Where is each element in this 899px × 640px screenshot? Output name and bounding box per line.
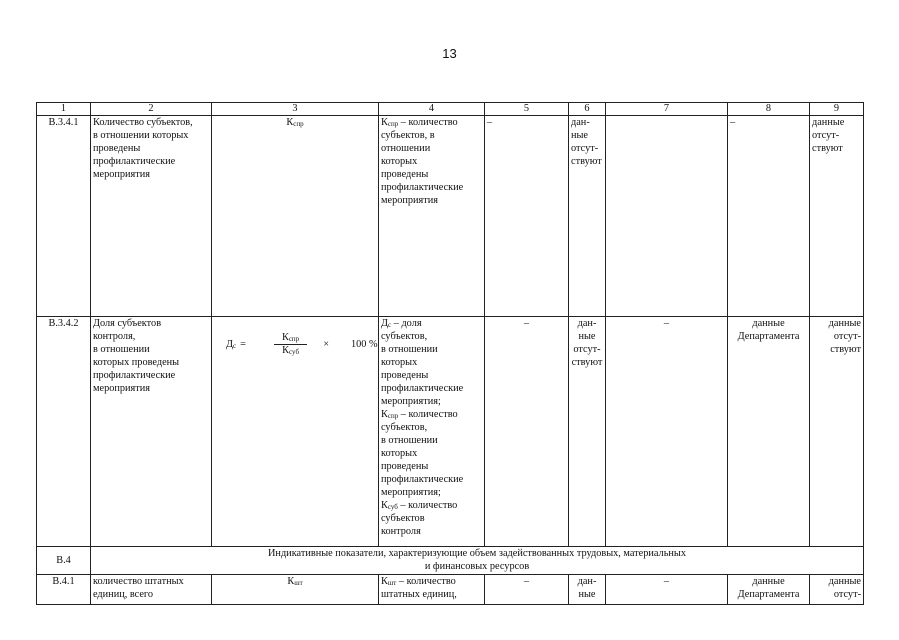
formula-subscript: шт <box>294 579 303 587</box>
description-symbol: К <box>381 117 388 128</box>
table-row <box>37 575 864 605</box>
section-code: В.4 <box>37 547 91 575</box>
formula-description: $Д_с$ – доля субъектов, в отношении которых проведены профилактические мероприятия; $К_{спр}$ – количество субъектов, в отношении которых проведены профилактические мероприятия; $К_{суб}$ – количество субъектов контроля <box>379 317 485 547</box>
description-subscript: спр <box>387 120 399 128</box>
indicator-code: В.4.1 <box>37 575 91 605</box>
cell-col9: данные отсут- <box>810 575 864 605</box>
indicators-table <box>36 102 864 605</box>
formula-times: × <box>323 339 329 350</box>
indicator-formula <box>212 116 379 317</box>
cell-col5: – <box>485 116 569 317</box>
cell-col8: данные Департамента <box>728 317 810 547</box>
cell-col5: – <box>485 575 569 605</box>
column-number: 4 <box>379 103 485 116</box>
page-number: 13 <box>442 46 457 61</box>
formula-subscript: спр <box>293 120 304 128</box>
cell-col8: – <box>728 116 810 317</box>
formula-symbol: К <box>286 117 294 128</box>
section-row <box>37 547 864 575</box>
cell-col7: – <box>606 575 728 605</box>
formula-description: $К_{шт}$ – количество штатных единиц, <box>379 575 485 605</box>
indicator-code: В.3.4.1 <box>37 116 91 317</box>
column-number: 1 <box>37 103 91 116</box>
description-text: – количество субъектов, в отношении которых проведены профилактические мероприятия; <box>381 409 464 498</box>
fraction-numerator: $К_{спр}$ <box>274 332 307 345</box>
indicator-name: Количество субъектов, в отношении которых проведены профилактические мероприятия <box>91 116 212 317</box>
description-text: – доля субъектов, в отношении которых проведены профилактические мероприятия; <box>381 318 464 407</box>
indicator-name: количество штатных единиц, всего <box>91 575 212 605</box>
indicator-formula <box>212 575 379 605</box>
column-number: 9 <box>810 103 864 116</box>
indicator-formula <box>212 317 379 547</box>
indicator-code: В.3.4.2 <box>37 317 91 547</box>
formula-percent: 100 % <box>351 339 378 350</box>
column-number: 8 <box>728 103 810 116</box>
cell-col7: – <box>606 317 728 547</box>
cell-col9: данные отсут- ствуют <box>810 116 864 317</box>
column-number: 2 <box>91 103 212 116</box>
cell-col5: – <box>485 317 569 547</box>
cell-col8: данные Департамента <box>728 575 810 605</box>
description-text: – количество штатных единиц, <box>381 576 457 600</box>
description-text: – количество субъектов контроля <box>381 500 458 537</box>
formula-description <box>379 116 485 317</box>
table-row <box>37 317 864 547</box>
section-title: Индикативные показатели, характеризующие объем задействованных трудовых, материальных и финансовых ресурсов <box>91 547 864 575</box>
column-number: 5 <box>485 103 569 116</box>
cell-col7 <box>606 116 728 317</box>
column-number-row <box>37 103 864 116</box>
formula-fraction <box>274 332 307 357</box>
cell-col6: дан- ные отсут- ствуют <box>569 116 606 317</box>
formula-symbol: К <box>287 576 295 587</box>
cell-col6: дан- ные <box>569 575 606 605</box>
description-text: – количество субъектов, в отношении которых проведены профилактические мероприятия <box>381 117 464 206</box>
formula-equals: = <box>240 339 246 350</box>
formula-lhs: $Д_с$ <box>226 339 237 350</box>
formula-expression <box>214 332 376 357</box>
column-number: 7 <box>606 103 728 116</box>
cell-col9: данные отсут- ствуют <box>810 317 864 547</box>
table-row <box>37 116 864 317</box>
indicator-name: Доля субъектов контроля, в отношении которых проведены профилактические мероприятия <box>91 317 212 547</box>
column-number: 6 <box>569 103 606 116</box>
cell-col6: дан- ные отсут- ствуют <box>569 317 606 547</box>
column-number: 3 <box>212 103 379 116</box>
fraction-denominator: $К_{суб}$ <box>282 345 299 356</box>
